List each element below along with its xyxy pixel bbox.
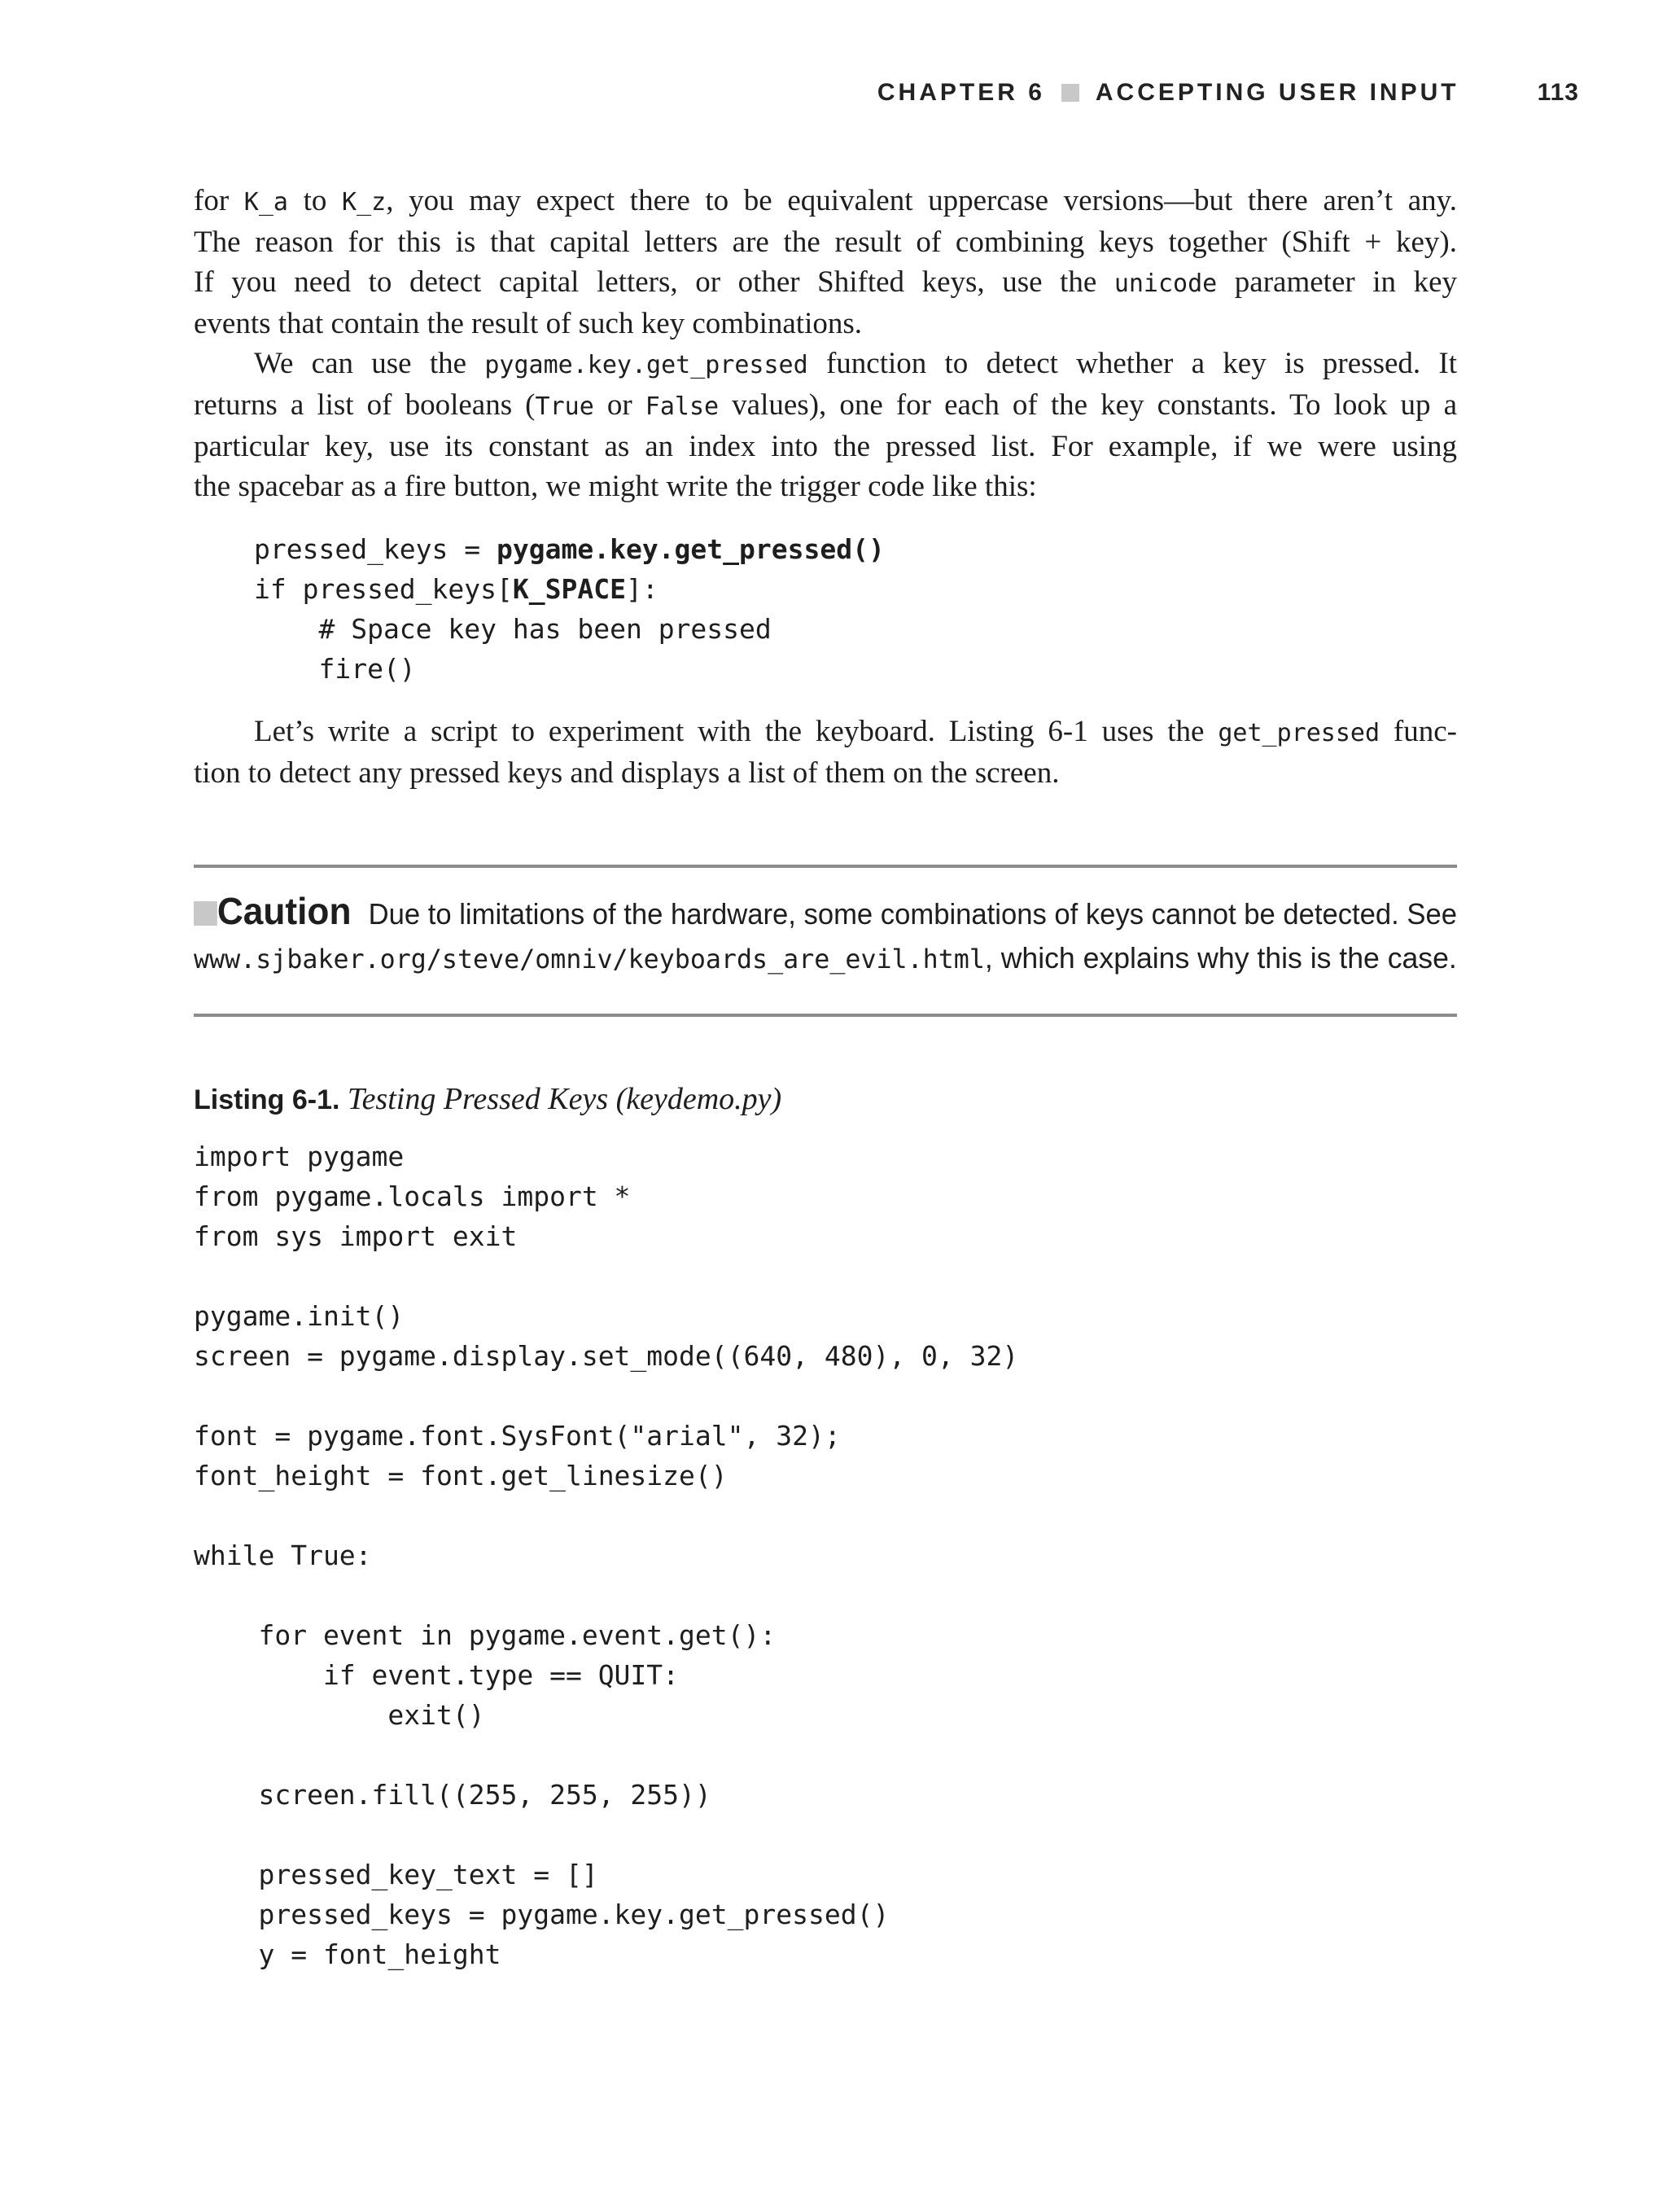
inline-code: True — [535, 392, 594, 421]
inline-code: K_a — [243, 188, 288, 217]
text-run: , you may expect there to be equivalent uppercase versions—but there aren’t any. — [386, 184, 1457, 217]
code-snippet-space-key — [254, 529, 1457, 689]
paragraph-line — [194, 222, 1457, 262]
code-text: ]: — [625, 573, 658, 605]
inline-code: get_pressed — [1218, 719, 1380, 747]
text-run: func- — [1380, 715, 1457, 748]
chapter-label: CHAPTER 6 — [877, 79, 1045, 106]
listing-label: Listing 6-1. — [194, 1084, 340, 1115]
paragraph-line — [194, 181, 1457, 222]
text-run: to — [287, 184, 343, 217]
caution-line — [194, 936, 1457, 981]
inline-code: K_z — [342, 188, 387, 217]
text-run: Let’s write a script to experiment with the keyboard. Listing 6-1 uses the — [254, 715, 1219, 748]
inline-code: unicode — [1114, 269, 1218, 298]
code-text: pressed_keys = — [254, 533, 497, 565]
text-run: parameter in key — [1217, 265, 1457, 299]
text-run: or — [593, 388, 645, 422]
text-run: tion to detect any pressed keys and displays a list of them on the screen. — [194, 756, 1060, 790]
paragraph-line — [194, 385, 1457, 427]
code-text: if pressed_keys[ — [254, 573, 513, 605]
listing-title: Testing Pressed Keys (keydemo.py) — [347, 1082, 782, 1116]
text-run: If you need to detect capital letters, or other Shifted keys, use the — [194, 265, 1114, 299]
paragraph-get-pressed — [194, 344, 1457, 506]
caution-text: , which explains why this is the case. — [984, 941, 1457, 975]
page-content — [194, 181, 1457, 1974]
text-run: the spacebar as a fire button, we might write the trigger code like this: — [194, 470, 1037, 503]
running-header — [0, 77, 1579, 109]
text-run: function to detect whether a key is pressed. It — [807, 347, 1458, 380]
paragraph-line — [194, 712, 1457, 753]
text-run: We can use the — [254, 347, 485, 380]
paragraph-line — [194, 344, 1457, 385]
caution-label: Caution — [217, 890, 352, 932]
paragraph-experiment — [194, 712, 1457, 793]
caution-url: www.sjbaker.org/steve/omniv/keyboards_are_evil.html — [194, 944, 985, 975]
listing-caption — [194, 1079, 1457, 1120]
code-line — [254, 529, 1457, 569]
text-run: values), one for each of the key constants. To look up a — [719, 388, 1457, 422]
caution-square-icon — [194, 901, 217, 926]
header-separator-square — [1061, 84, 1079, 102]
code-line: fire() — [254, 653, 416, 685]
paragraph-line — [194, 466, 1457, 506]
caution-line — [194, 889, 1457, 936]
paragraph-line — [194, 753, 1457, 793]
paragraph-line — [194, 427, 1457, 466]
paragraph-line — [194, 262, 1457, 304]
code-line: # Space key has been pressed — [254, 613, 772, 645]
text-run: particular key, use its constant as an index into the pressed list. For example, if we were using — [194, 430, 1457, 463]
paragraph-uppercase-keys — [194, 181, 1457, 344]
code-emphasis: pygame.key.get_pressed() — [497, 533, 885, 565]
paragraph-line — [194, 304, 1457, 344]
listing-code: import pygame from pygame.locals import * from sys import exit pygame.init() screen = pygame.display.set_mode((640, 480), 0, 32) font = pygame.font.SysFont("arial", 32); font_height = font.get_linesize() while True: for event in pygame.event.get(): if event.type == QUIT: exit() screen.fill((255, 255, 255)) pressed_key_text = [] pressed_keys = pygame.key.get_pressed() y = font_height — [194, 1141, 1019, 1970]
caution-text: Due to limitations of the hardware, some combinations of keys cannot be detected. See — [368, 897, 1457, 931]
code-emphasis: K_SPACE — [512, 573, 626, 605]
text-run: for — [194, 184, 244, 217]
code-line — [254, 569, 1457, 609]
inline-code: False — [645, 392, 720, 421]
text-run: The reason for this is that capital letters are the result of combining keys together (Shift + key). — [194, 226, 1457, 259]
section-title: ACCEPTING USER INPUT — [1095, 79, 1459, 106]
caution-box — [194, 865, 1457, 1017]
inline-code: pygame.key.get_pressed — [484, 351, 808, 379]
text-run: events that contain the result of such key combinations. — [194, 307, 862, 340]
page-number: 113 — [1537, 79, 1579, 106]
text-run: returns a list of booleans ( — [194, 388, 536, 422]
